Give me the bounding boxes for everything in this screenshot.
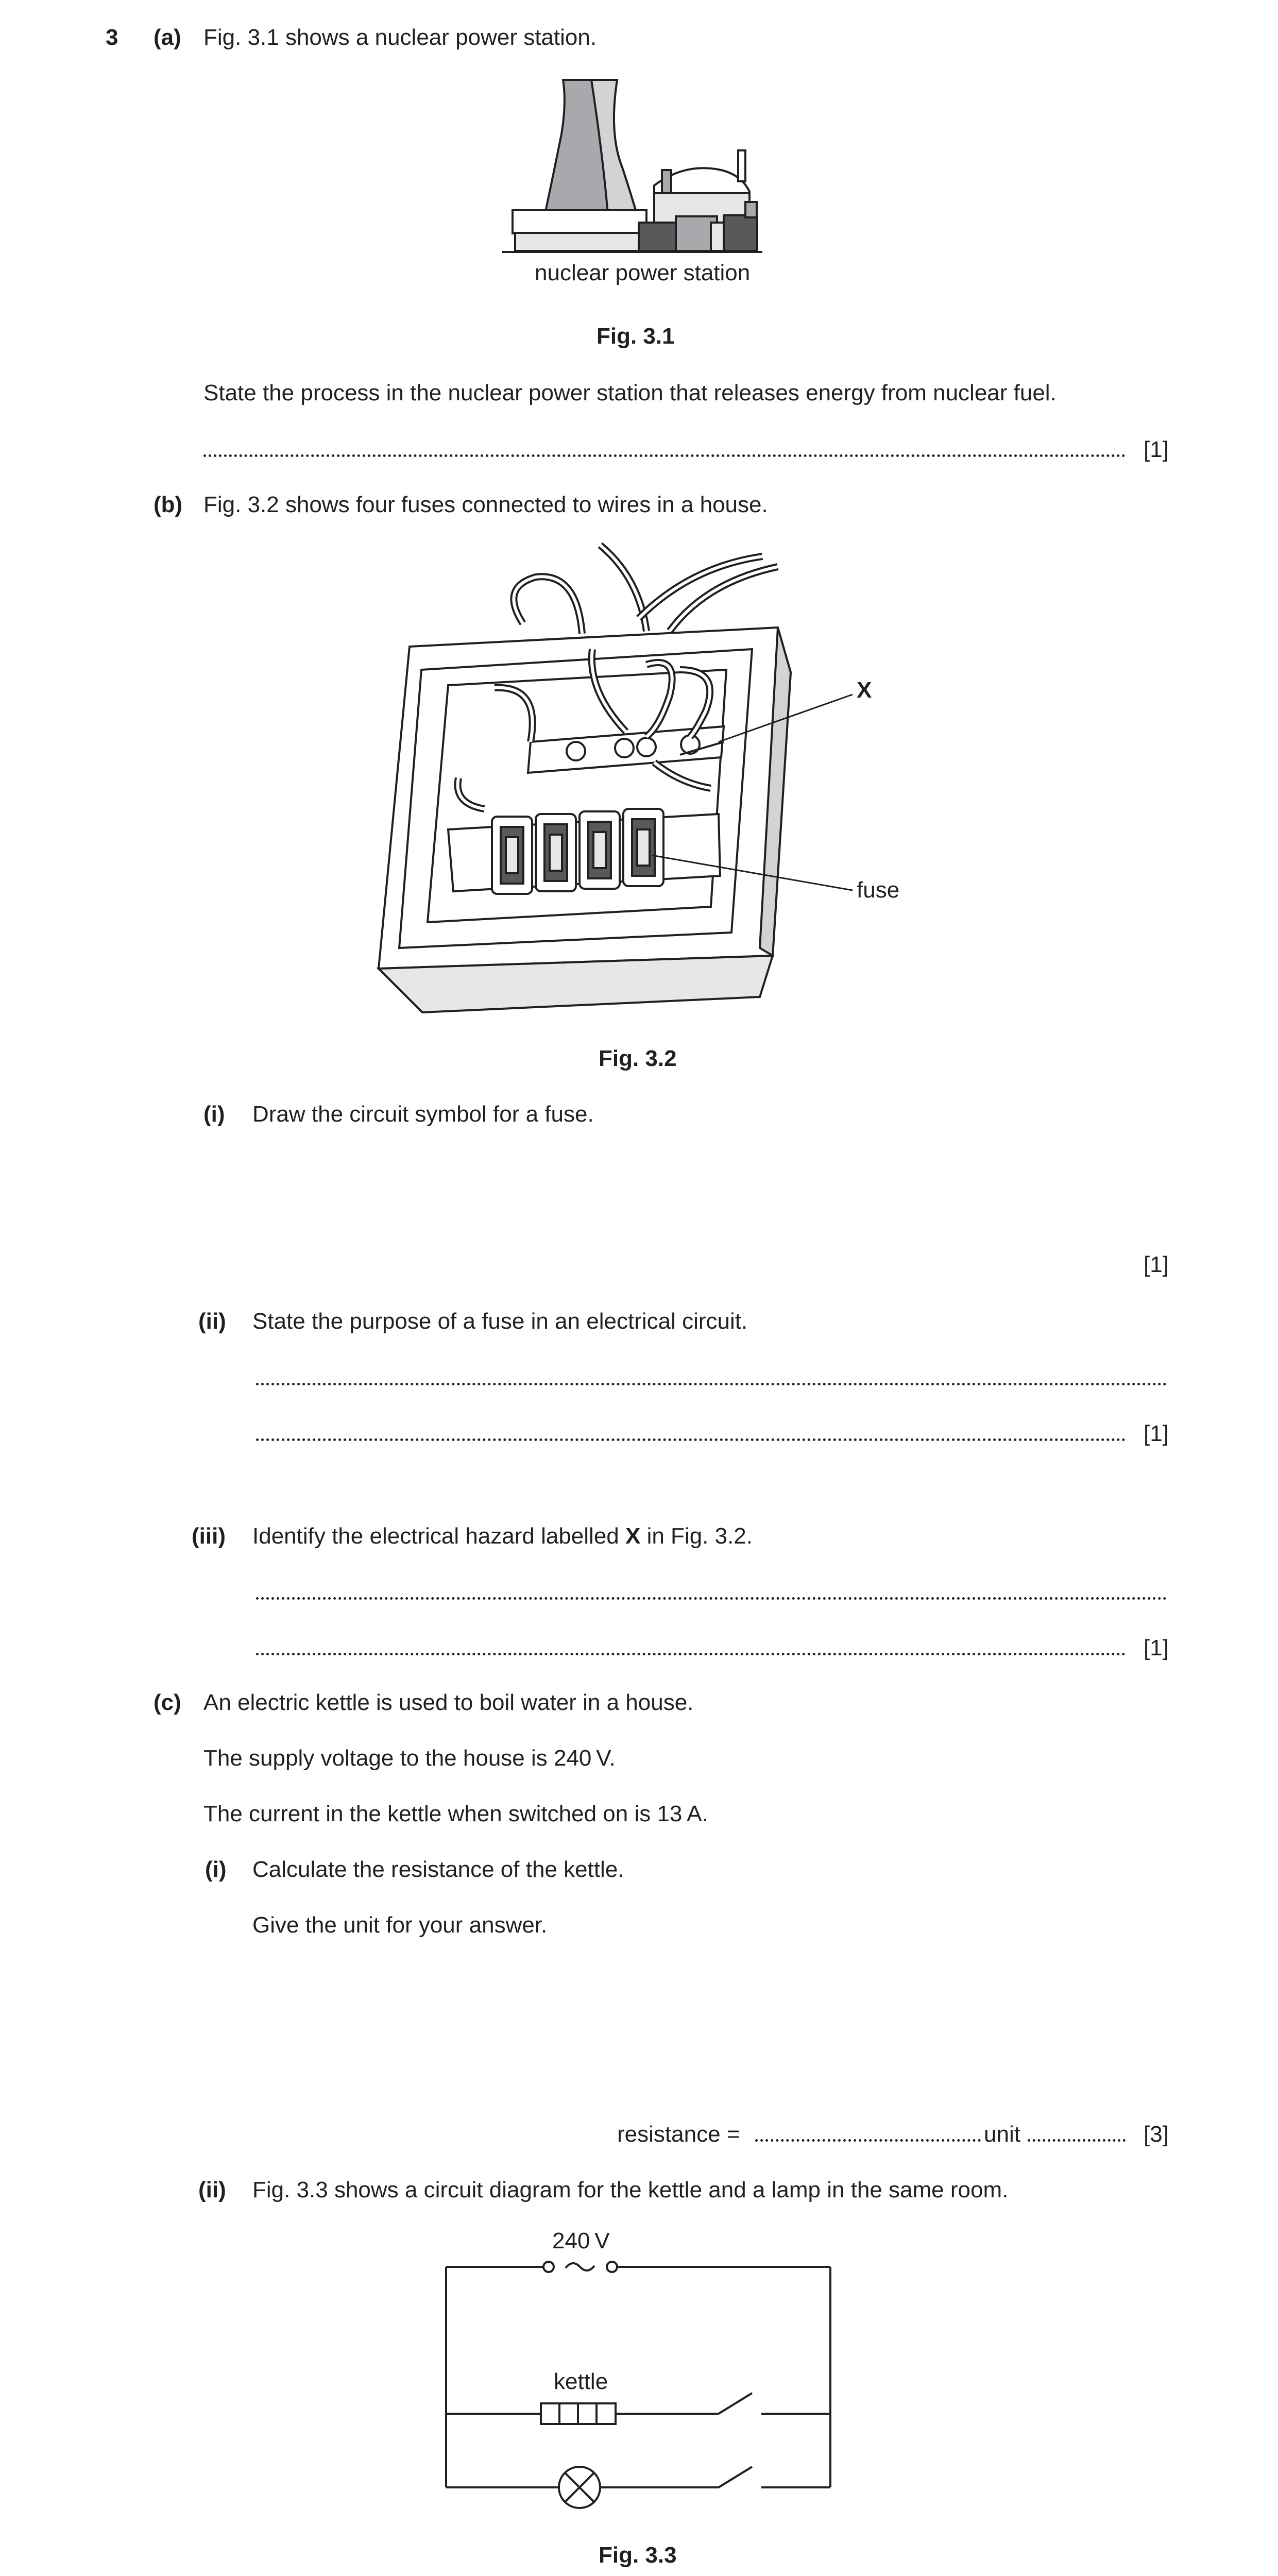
kettle-switch [719,2393,752,2414]
part-c-ii-label: (ii) [198,2177,226,2202]
leader-line-x [719,694,853,742]
circuit-diagram [446,2262,830,2508]
part-a-intro: Fig. 3.1 shows a nuclear power station. [203,25,597,50]
part-a-answer-line[interactable] [203,454,1126,457]
part-b-iii-answer-line-1[interactable] [256,1597,1167,1600]
part-c-ii-prompt: Fig. 3.3 shows a circuit diagram for the kettle and a lamp in the same room. [252,2177,1009,2202]
fig-3-2-title: Fig. 3.2 [599,1046,677,1071]
supply-terminal-right [607,2262,617,2272]
part-c-i-label: (i) [205,1857,227,1882]
kettle-heating-element [541,2403,616,2424]
fig-3-1-caption-label: nuclear power station [535,260,751,285]
part-a-marks: [1] [1144,437,1169,462]
lamp-symbol [559,2467,600,2508]
part-b-ii-prompt: State the purpose of a fuse in an electrical circuit. [252,1309,748,1334]
part-b-ii-answer-line-1[interactable] [256,1383,1167,1385]
supply-terminal-left [543,2262,554,2272]
part-b-iii-marks: [1] [1144,1635,1169,1660]
leader-line-fuse [652,855,853,890]
part-c-label: (c) [154,1690,181,1715]
part-b-i-drawing-space[interactable] [252,1144,1123,1236]
circuit-voltage-label: 240 V [552,2228,610,2253]
part-c-i-unit-prompt: Give the unit for your answer. [252,1912,548,1938]
part-b-iii-answer-line-2[interactable] [256,1653,1126,1655]
part-b-ii-marks: [1] [1144,1421,1169,1446]
fig-3-2-label-fuse: fuse [857,877,900,903]
part-b-i-marks: [1] [1144,1252,1169,1277]
part-a-label: (a) [154,25,181,50]
question-number: 3 [106,25,118,50]
ac-supply-symbol [566,2263,594,2270]
fuse-box-illustration [379,545,791,1012]
part-b-iii-prompt-x: X [625,1523,641,1549]
part-b-label: (b) [154,492,183,517]
fig-3-3-title: Fig. 3.3 [599,2543,677,2568]
resistance-prefix: resistance = [617,2122,740,2147]
part-b-intro: Fig. 3.2 shows four fuses connected to wires in a house. [203,492,768,517]
unit-answer-field[interactable] [1028,2139,1126,2142]
part-a-prompt: State the process in the nuclear power station that releases energy from nuclear fuel. [203,380,1057,405]
fig-3-1-title: Fig. 3.1 [597,324,675,349]
fig-3-2-label-x: X [857,677,872,703]
part-c-i-marks: [3] [1144,2122,1169,2147]
fuse-holders [492,809,663,894]
part-c-i-working-space[interactable] [252,1958,1123,2092]
part-c-i-prompt: Calculate the resistance of the kettle. [252,1857,624,1882]
part-b-ii-label: (ii) [198,1309,226,1334]
unit-label: unit [984,2122,1020,2147]
part-b-iii-prompt [252,1523,753,1550]
part-c-supply: The supply voltage to the house is 240 V. [203,1745,616,1771]
part-b-ii-answer-line-2[interactable] [256,1438,1126,1441]
nuclear-power-station-illustration [502,80,762,252]
part-c-current: The current in the kettle when switched on is 13 A. [203,1801,708,1826]
part-b-iii-label: (iii) [192,1523,226,1549]
part-b-iii-prompt-text: Identify the electrical hazard labelled [252,1523,625,1549]
lamp-switch [719,2467,752,2487]
part-c-intro: An electric kettle is used to boil water in a house. [203,1690,694,1715]
part-b-iii-prompt-suffix: in Fig. 3.2. [640,1523,753,1549]
resistance-answer-field[interactable] [755,2139,981,2142]
part-b-i-prompt: Draw the circuit symbol for a fuse. [252,1101,594,1127]
part-b-i-label: (i) [203,1101,225,1127]
circuit-kettle-label: kettle [554,2369,608,2394]
